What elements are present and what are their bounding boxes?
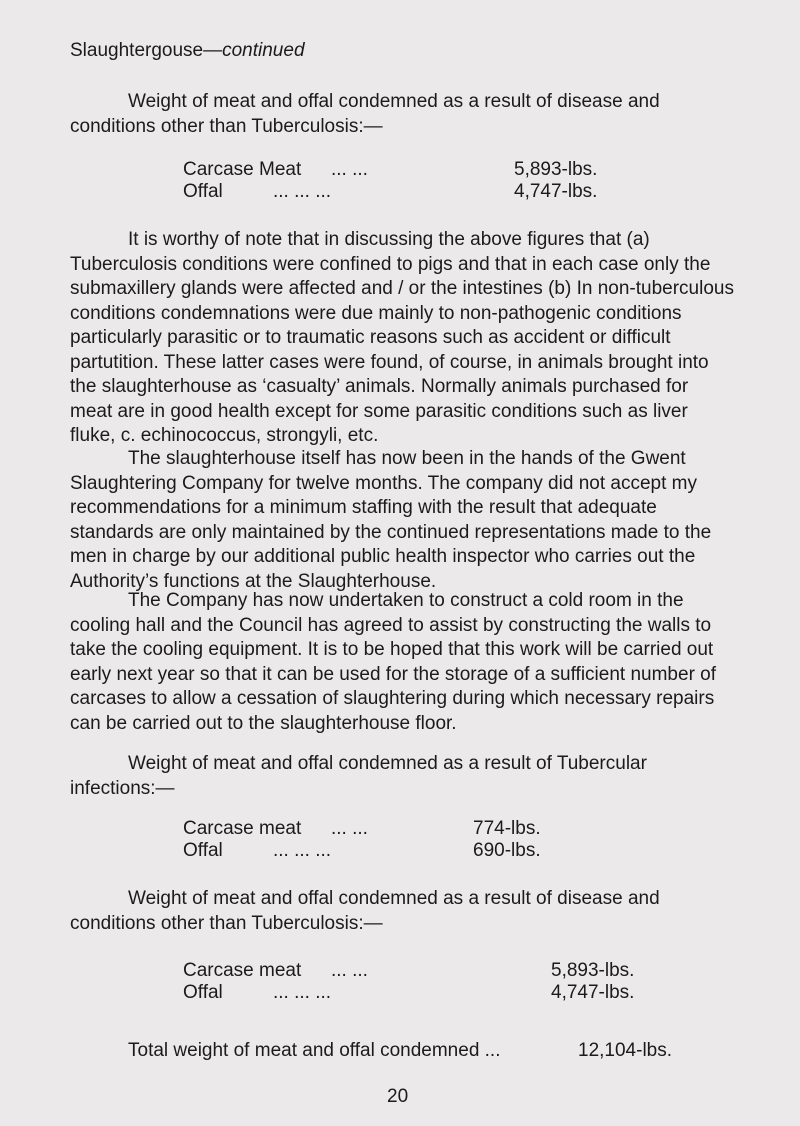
leader-dots: ... ... ... bbox=[273, 840, 332, 861]
paragraph-tb-intro: Weight of meat and offal condemned as a result of Tubercular infections:— bbox=[70, 753, 647, 799]
leader-dots: ... ... bbox=[331, 960, 368, 981]
row-value: 774-lbs. bbox=[473, 818, 541, 839]
leader-dots: ... ... ... bbox=[273, 181, 332, 202]
row-label: Offal bbox=[183, 982, 223, 1003]
row-label: Offal bbox=[183, 840, 223, 861]
header-continued: —continued bbox=[203, 40, 305, 61]
row-value: 5,893-lbs. bbox=[551, 960, 635, 981]
leader-dots: ... ... bbox=[331, 818, 368, 839]
row-label: Carcase meat bbox=[183, 960, 302, 981]
row-value: 4,747-lbs. bbox=[551, 982, 635, 1003]
row-value: 690-lbs. bbox=[473, 840, 541, 861]
total-value: 12,104-lbs. bbox=[578, 1040, 673, 1061]
paragraph-non-tb-repeat: Weight of meat and offal condemned as a result of disease and conditions other than Tuberculosis:— bbox=[70, 888, 660, 934]
leader-dots: ... ... ... bbox=[273, 982, 332, 1003]
row-label: Carcase meat bbox=[183, 818, 302, 839]
paragraph-slaughterhouse: The slaughterhouse itself has now been in the hands of the Gwent Slaughtering Company for twelve months. The company did not accept my recommendations for a minimum staffing with the result that adequate standards are only maintained by the continued representations made to the men in charge by our additional public health inspector who carries out the Authority’s functions at the Slaughterhouse. bbox=[70, 448, 712, 592]
row-label: Carcase Meat bbox=[183, 159, 302, 180]
paragraph-observations: It is worthy of note that in discussing the above figures that (a) Tuberculosis conditions were confined to pigs and that in each case only the submaxillery glands were affected and / or the intestines (b) In non-tuberculous conditions condemnations were due mainly to non-pathogenic conditions particularly parasitic or to traumatic reasons such as accident or difficult partutition. These latter cases were found, of course, in animals brought into the slaughterhouse as ‘casualty’ animals. Normally animals purchased for meat are in good health except for some parasitic conditions such as liver fluke, c. echinococcus, strongyli, etc. bbox=[70, 229, 734, 446]
paragraph-cold-room: The Company has now undertaken to construct a cold room in the cooling hall and the Council has agreed to assist by constructing the walls to take the cooling equipment. It is to be hoped that this work will be carried out early next year so that it can be used for the storage of a sufficient number of carcases to allow a cessation of slaughtering during which necessary repairs can be carried out to the slaughterhouse floor. bbox=[70, 590, 717, 734]
page-number: 20 bbox=[387, 1086, 409, 1107]
row-value: 5,893-lbs. bbox=[514, 159, 598, 180]
header-title: Slaughtergouse bbox=[70, 40, 204, 61]
row-value: 4,747-lbs. bbox=[514, 181, 598, 202]
leader-dots: ... ... bbox=[331, 159, 368, 180]
row-label: Offal bbox=[183, 181, 223, 202]
paragraph-non-tb-intro: Weight of meat and offal condemned as a result of disease and conditions other than Tuberculosis:— bbox=[70, 91, 660, 137]
running-header bbox=[70, 40, 305, 62]
total-label: Total weight of meat and offal condemned ... bbox=[128, 1040, 501, 1061]
